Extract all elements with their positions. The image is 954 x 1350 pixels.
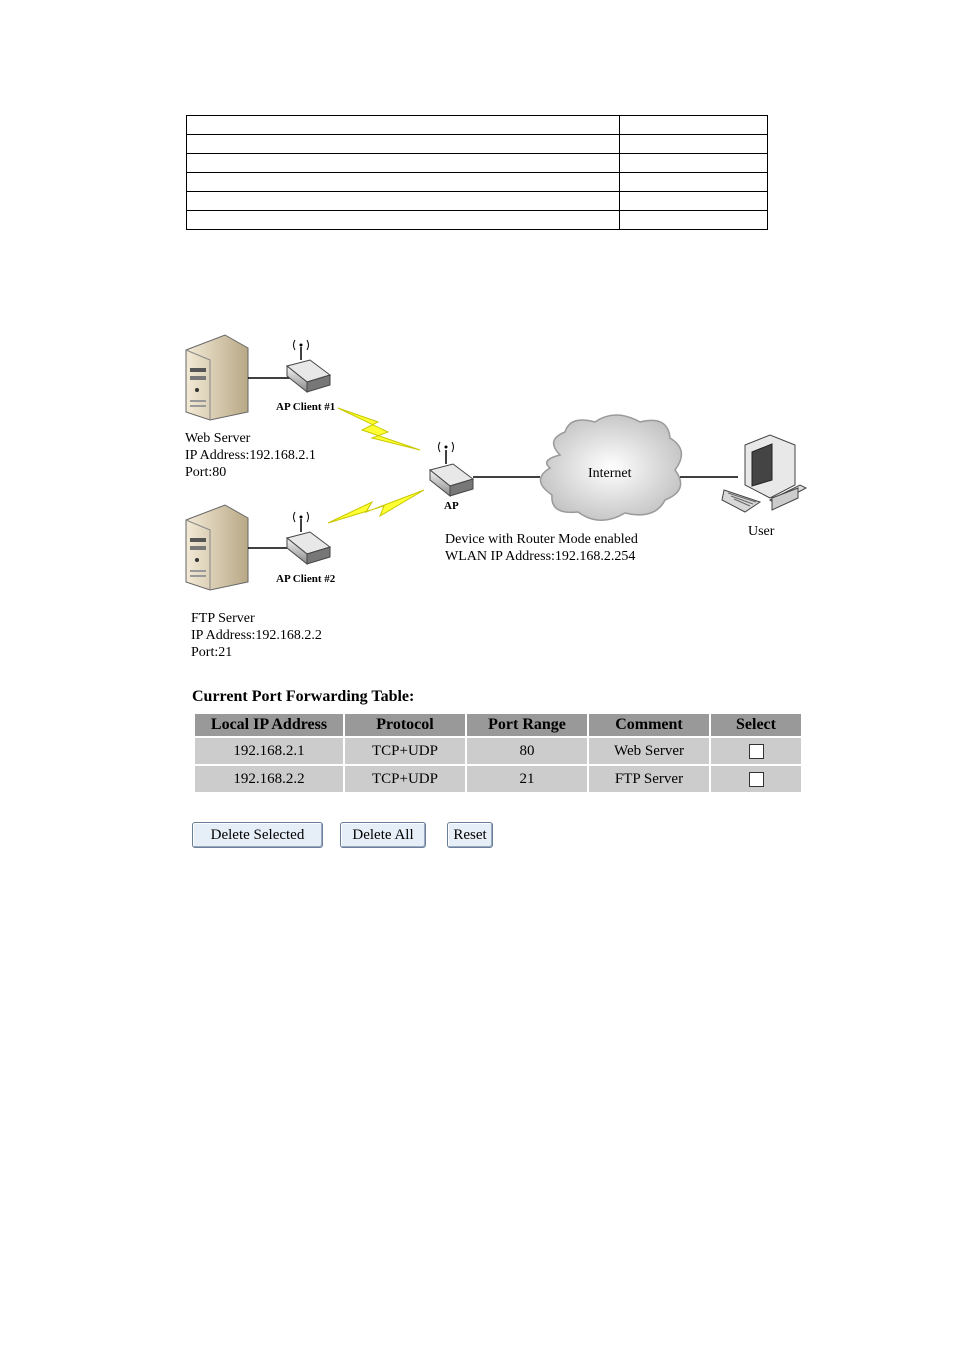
device-mode-label: Device with Router Mode enabled [445, 532, 638, 547]
cell-select [711, 738, 801, 764]
reset-button[interactable]: Reset [447, 822, 493, 848]
table-row [187, 135, 768, 154]
table-row [187, 154, 768, 173]
user-label: User [748, 524, 775, 539]
ap-client-1-icon [287, 340, 330, 392]
ap-client-2-icon [287, 512, 330, 564]
web-server-ip: IP Address:192.168.2.1 [185, 448, 316, 463]
wireless-link-2 [328, 490, 424, 523]
cell-local-ip: 192.168.2.1 [195, 738, 343, 764]
table-row [195, 738, 801, 764]
ap-router-icon [430, 442, 473, 496]
delete-all-button[interactable]: Delete All [340, 822, 426, 848]
diagram-graphics [0, 320, 954, 680]
header-select: Select [711, 714, 801, 736]
header-protocol: Protocol [345, 714, 465, 736]
user-computer-icon [722, 435, 806, 512]
cell-protocol: TCP+UDP [345, 766, 465, 792]
ftp-server-icon [186, 505, 248, 590]
select-checkbox-row-1[interactable] [749, 744, 764, 759]
select-checkbox-row-2[interactable] [749, 772, 764, 787]
header-port-range: Port Range [467, 714, 587, 736]
cell-local-ip: 192.168.2.2 [195, 766, 343, 792]
cell-protocol: TCP+UDP [345, 738, 465, 764]
ftp-server-port: Port:21 [191, 645, 233, 660]
table-row [187, 192, 768, 211]
cell-port-range: 21 [467, 766, 587, 792]
device-wlan-ip-label: WLAN IP Address:192.168.2.254 [445, 549, 636, 564]
cell-port-range: 80 [467, 738, 587, 764]
blank-table [186, 115, 768, 230]
header-comment: Comment [589, 714, 709, 736]
ap-client-2-label: AP Client #2 [276, 573, 336, 585]
port-forwarding-table [193, 712, 803, 794]
table-row [187, 211, 768, 230]
web-server-port: Port:80 [185, 465, 227, 480]
table-row [195, 766, 801, 792]
ftp-server-ip: IP Address:192.168.2.2 [191, 628, 322, 643]
table-row [187, 116, 768, 135]
cell-select [711, 766, 801, 792]
wireless-link-1 [338, 408, 420, 450]
ap-label: AP [444, 500, 459, 512]
network-diagram [0, 320, 954, 680]
web-server-name: Web Server [185, 431, 251, 446]
header-local-ip: Local IP Address [195, 714, 343, 736]
delete-selected-button[interactable]: Delete Selected [192, 822, 323, 848]
ap-client-1-label: AP Client #1 [276, 401, 336, 413]
table-row [187, 173, 768, 192]
ftp-server-name: FTP Server [191, 611, 255, 626]
cell-comment: Web Server [589, 738, 709, 764]
port-forwarding-title: Current Port Forwarding Table: [192, 688, 415, 705]
web-server-icon [186, 335, 248, 420]
cell-comment: FTP Server [589, 766, 709, 792]
internet-label: Internet [588, 466, 632, 481]
table-header-row [195, 714, 801, 736]
